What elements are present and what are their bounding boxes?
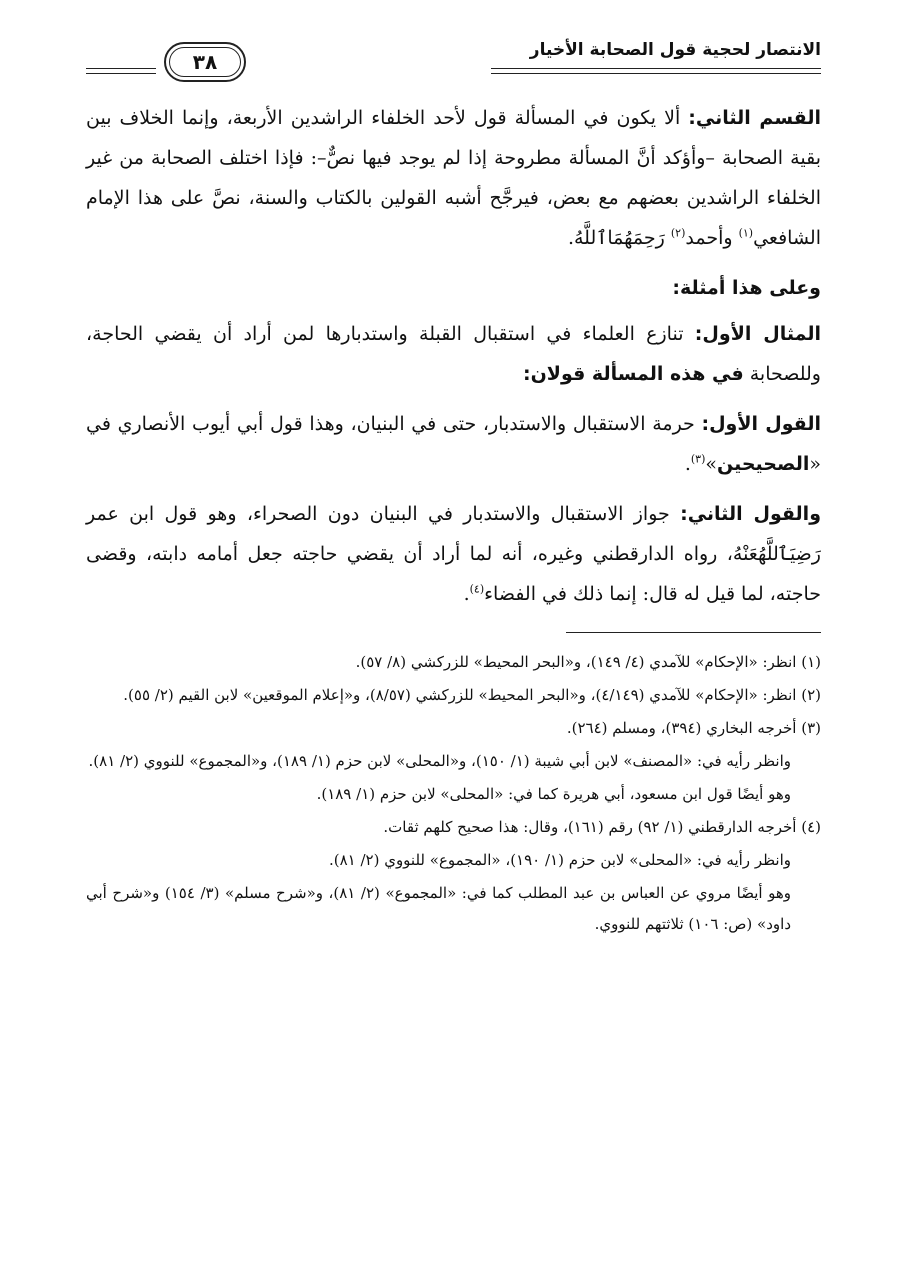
paragraph: [86, 314, 821, 394]
footnote: (٤) أخرجه الدارقطني (١/ ٩٢) رقم (١٦١)، وقال: هذا صحيح كلهم ثقات.: [383, 818, 821, 836]
paragraph-bold-text: في هذه المسألة قولان:: [522, 363, 744, 385]
paragraph-text: رَحِمَهُمَاٱللَّهُ.: [567, 227, 671, 249]
footnote-continuation: وانظر رأيه في: «المصنف» لابن أبي شيبة (١/ ١٥٠)، و«المحلى» لابن حزم (١/ ١٨٩)، و«المجموع» للنووي (٢/ ٨١).: [88, 752, 791, 770]
running-title: الانتصار لحجية قول الصحابة الأخيار: [529, 40, 821, 60]
page-number: ٣٨: [192, 50, 218, 74]
footnote: (٢) انظر: «الإحكام» للآمدي (٤/١٤٩)، و«البحر المحيط» للزركشي (٨/٥٧)، و«إعلام الموقعين» لابن القيم (٢/ ٥٥).: [123, 686, 821, 704]
footnote-separator: [566, 632, 821, 633]
example-heading: المثال الأول:: [694, 323, 821, 345]
footnote-ref[interactable]: (١): [738, 226, 754, 240]
subheading: وعلى هذا أمثلة:: [672, 277, 821, 299]
paragraph: [86, 404, 821, 484]
footnote-ref[interactable]: (٣): [690, 452, 706, 466]
paragraph: [86, 268, 821, 308]
paragraph: [86, 494, 821, 614]
book-page: [86, 30, 821, 942]
book-title: الصحيحين: [717, 453, 810, 475]
header-rule: [491, 73, 821, 74]
page-number-ornament: [164, 42, 246, 82]
header-rule: [86, 68, 156, 69]
header-rule: [491, 68, 821, 69]
paragraph-text: .: [463, 583, 470, 605]
main-text: [86, 98, 821, 614]
opinion-heading: القول الأول:: [701, 413, 821, 435]
footnotes: [86, 647, 821, 940]
paragraph-text: تنازع العلماء في استقبال القبلة واستدبارها لمن أراد أن يقضي الحاجة، وللصحابة: [86, 323, 821, 385]
footnote-ref[interactable]: (٢): [670, 226, 686, 240]
footnote-continuation: وهو أيضًا قول ابن مسعود، أبي هريرة كما في: «المحلى» لابن حزم (١/ ١٨٩).: [316, 785, 791, 803]
footnote-ref[interactable]: (٤): [469, 582, 485, 596]
header-rule: [86, 73, 156, 74]
paragraph-text: »: [705, 453, 717, 475]
paragraph-text: جواز الاستقبال والاستدبار في البنيان دون الصحراء، وهو قول ابن عمر رَضِيَٱللَّهُعَنْهُ، رواه الدارقطني وغيره، أنه لما أراد أن يقضي حاجته جعل أمامه دابته، وقضى حاجته، لما قيل له قال: إنما ذلك في الفضاء: [86, 503, 821, 605]
page-header: [86, 30, 821, 86]
section-heading: القسم الثاني:: [688, 107, 821, 129]
footnote: (٣) أخرجه البخاري (٣٩٤)، ومسلم (٢٦٤).: [566, 719, 821, 737]
paragraph-text: حرمة الاستقبال والاستدبار، حتى في البنيان، وهذا قول أبي أيوب الأنصاري في «: [86, 413, 821, 475]
paragraph: [86, 98, 821, 258]
opinion-heading: والقول الثاني:: [680, 503, 822, 525]
paragraph-text: .: [684, 453, 691, 475]
footnote: (١) انظر: «الإحكام» للآمدي (٤/ ١٤٩)، و«البحر المحيط» للزركشي (٨/ ٥٧).: [355, 653, 821, 671]
paragraph-text: ألا يكون في المسألة قول لأحد الخلفاء الراشدين الأربعة، وإنما الخلاف بين بقية الصحابة –وأؤكد أنَّ المسألة مطروحة إذا لم يوجد فيها نصٌّ–: فإذا اختلف الصحابة من غير الخلفاء الراشدين بعضهم مع بعض، فيرجَّح أشبه القولين بالكتاب والسنة، نصَّ على هذا الإمام الشافعي: [86, 107, 821, 249]
footnote-continuation: وانظر رأيه في: «المحلى» لابن حزم (١/ ١٩٠)، «المجموع» للنووي (٢/ ٨١).: [328, 851, 791, 869]
paragraph-text: وأحمد: [685, 227, 739, 249]
footnote-continuation: وهو أيضًا مروي عن العباس بن عبد المطلب كما في: «المجموع» (٢/ ٨١)، و«شرح مسلم» (٣/ ١٥٤) و«شرح أبي داود» (ص: ١٠٦) ثلاثتهم للنووي.: [86, 884, 792, 933]
